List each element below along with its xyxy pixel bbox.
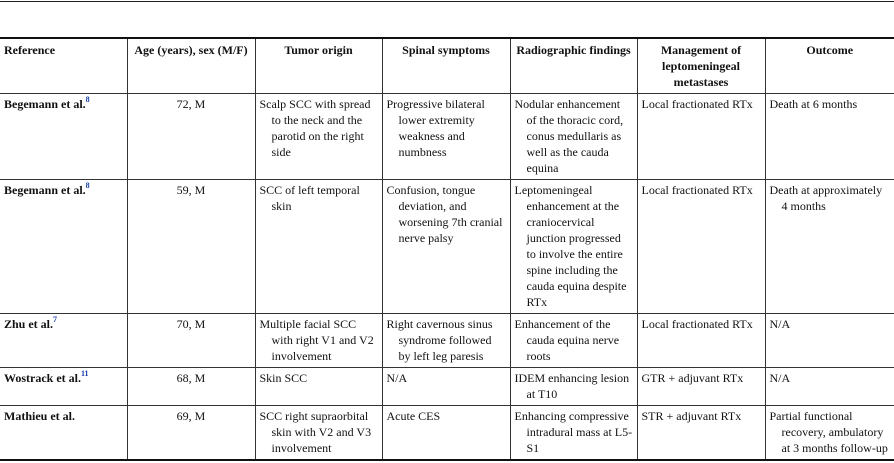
management-text: Local fractionated RTx xyxy=(641,317,753,331)
cell-outcome xyxy=(765,406,894,461)
table-row xyxy=(0,368,894,406)
cell-outcome xyxy=(765,368,894,406)
cell-reference xyxy=(0,368,127,406)
header-outcome: Outcome xyxy=(765,38,894,94)
header-reference: Reference xyxy=(0,38,127,94)
header-age-sex: Age (years), sex (M/F) xyxy=(127,38,255,94)
radiographic-findings-text: Enhancing compressive intradural mass at L5-S1 xyxy=(514,409,633,455)
management-text: STR + adjuvant RTx xyxy=(641,409,742,423)
table-row xyxy=(0,314,894,368)
cell-reference xyxy=(0,94,127,180)
cell-radiographic-findings xyxy=(510,406,637,461)
cell-management xyxy=(637,180,765,314)
outcome-text: Partial functional recovery, ambulatory at 3 months follow-up xyxy=(769,409,888,455)
cell-radiographic-findings xyxy=(510,180,637,314)
literature-review-table xyxy=(0,37,894,461)
cell-age-sex: 68, M xyxy=(127,368,255,406)
cell-age-sex: 70, M xyxy=(127,314,255,368)
cell-reference xyxy=(0,180,127,314)
cell-radiographic-findings xyxy=(510,314,637,368)
header-tumor-origin: Tumor origin xyxy=(255,38,382,94)
reference-text: Begemann et al. xyxy=(4,183,86,197)
citation-link[interactable]: 7 xyxy=(53,315,58,324)
radiographic-findings-text: IDEM enhancing lesion at T10 xyxy=(514,371,630,401)
citation-link[interactable]: 8 xyxy=(85,181,90,190)
cell-radiographic-findings xyxy=(510,368,637,406)
management-text: Local fractionated RTx xyxy=(641,183,753,197)
cell-spinal-symptoms xyxy=(382,314,510,368)
tumor-origin-text: SCC right supraorbital skin with V2 and V3 involvement xyxy=(259,409,372,455)
tumor-origin-text: SCC of left temporal skin xyxy=(259,183,360,213)
radiographic-findings-text: Leptomeningeal enhancement at the craniocervical junction progressed to involve the entire spine including the cauda equina despite RTx xyxy=(514,183,627,309)
reference-text: Mathieu et al. xyxy=(4,409,75,423)
table-row xyxy=(0,94,894,180)
outcome-text: Death at approximately 4 months xyxy=(769,183,883,213)
header-spinal-symptoms: Spinal symptoms xyxy=(382,38,510,94)
cell-reference xyxy=(0,406,127,461)
outcome-text: N/A xyxy=(769,317,791,331)
table-row xyxy=(0,180,894,314)
outcome-text: N/A xyxy=(769,371,791,385)
cell-tumor-origin xyxy=(255,368,382,406)
radiographic-findings-text: Enhancement of the cauda equina nerve roots xyxy=(514,317,620,363)
reference-text: Wostrack et al. xyxy=(4,371,81,385)
management-text: Local fractionated RTx xyxy=(641,97,753,111)
tumor-origin-text: Multiple facial SCC with right V1 and V2 involvement xyxy=(259,317,374,363)
cell-tumor-origin xyxy=(255,406,382,461)
cell-age-sex: 59, M xyxy=(127,180,255,314)
cell-management xyxy=(637,406,765,461)
header-management: Management of leptomeningeal metastases xyxy=(637,38,765,94)
management-text: GTR + adjuvant RTx xyxy=(641,371,744,385)
table-row xyxy=(0,406,894,461)
cell-radiographic-findings xyxy=(510,94,637,180)
header-row xyxy=(0,38,894,94)
spinal-symptoms-text: Right cavernous sinus syndrome followed by left leg paresis xyxy=(386,317,493,363)
tumor-origin-text: Scalp SCC with spread to the neck and the parotid on the right side xyxy=(259,97,371,159)
cell-spinal-symptoms xyxy=(382,180,510,314)
cell-outcome xyxy=(765,94,894,180)
cell-spinal-symptoms xyxy=(382,94,510,180)
cell-tumor-origin xyxy=(255,180,382,314)
cell-age-sex: 72, M xyxy=(127,94,255,180)
spinal-symptoms-text: Acute CES xyxy=(386,409,441,423)
cell-tumor-origin xyxy=(255,314,382,368)
tumor-origin-text: Skin SCC xyxy=(259,371,308,385)
header-radiographic-findings: Radiographic findings xyxy=(510,38,637,94)
cell-reference xyxy=(0,314,127,368)
cell-outcome xyxy=(765,314,894,368)
cell-management xyxy=(637,94,765,180)
cell-management xyxy=(637,368,765,406)
reference-text: Begemann et al. xyxy=(4,97,86,111)
cell-spinal-symptoms xyxy=(382,406,510,461)
radiographic-findings-text: Nodular enhancement of the thoracic cord, conus medullaris as well as the cauda equina xyxy=(514,97,624,175)
reference-text: Zhu et al. xyxy=(4,317,54,331)
spinal-symptoms-text: Progressive bilateral lower extremity weakness and numbness xyxy=(386,97,485,159)
cell-age-sex: 69, M xyxy=(127,406,255,461)
citation-link[interactable]: 11 xyxy=(81,369,89,378)
outcome-text: Death at 6 months xyxy=(769,97,858,111)
cell-management xyxy=(637,314,765,368)
cell-tumor-origin xyxy=(255,94,382,180)
top-rule xyxy=(0,1,894,2)
cell-outcome xyxy=(765,180,894,314)
spinal-symptoms-text: N/A xyxy=(386,371,408,385)
citation-link[interactable]: 8 xyxy=(85,95,90,104)
cell-spinal-symptoms xyxy=(382,368,510,406)
spinal-symptoms-text: Confusion, tongue deviation, and worsening 7th cranial nerve palsy xyxy=(386,183,503,245)
